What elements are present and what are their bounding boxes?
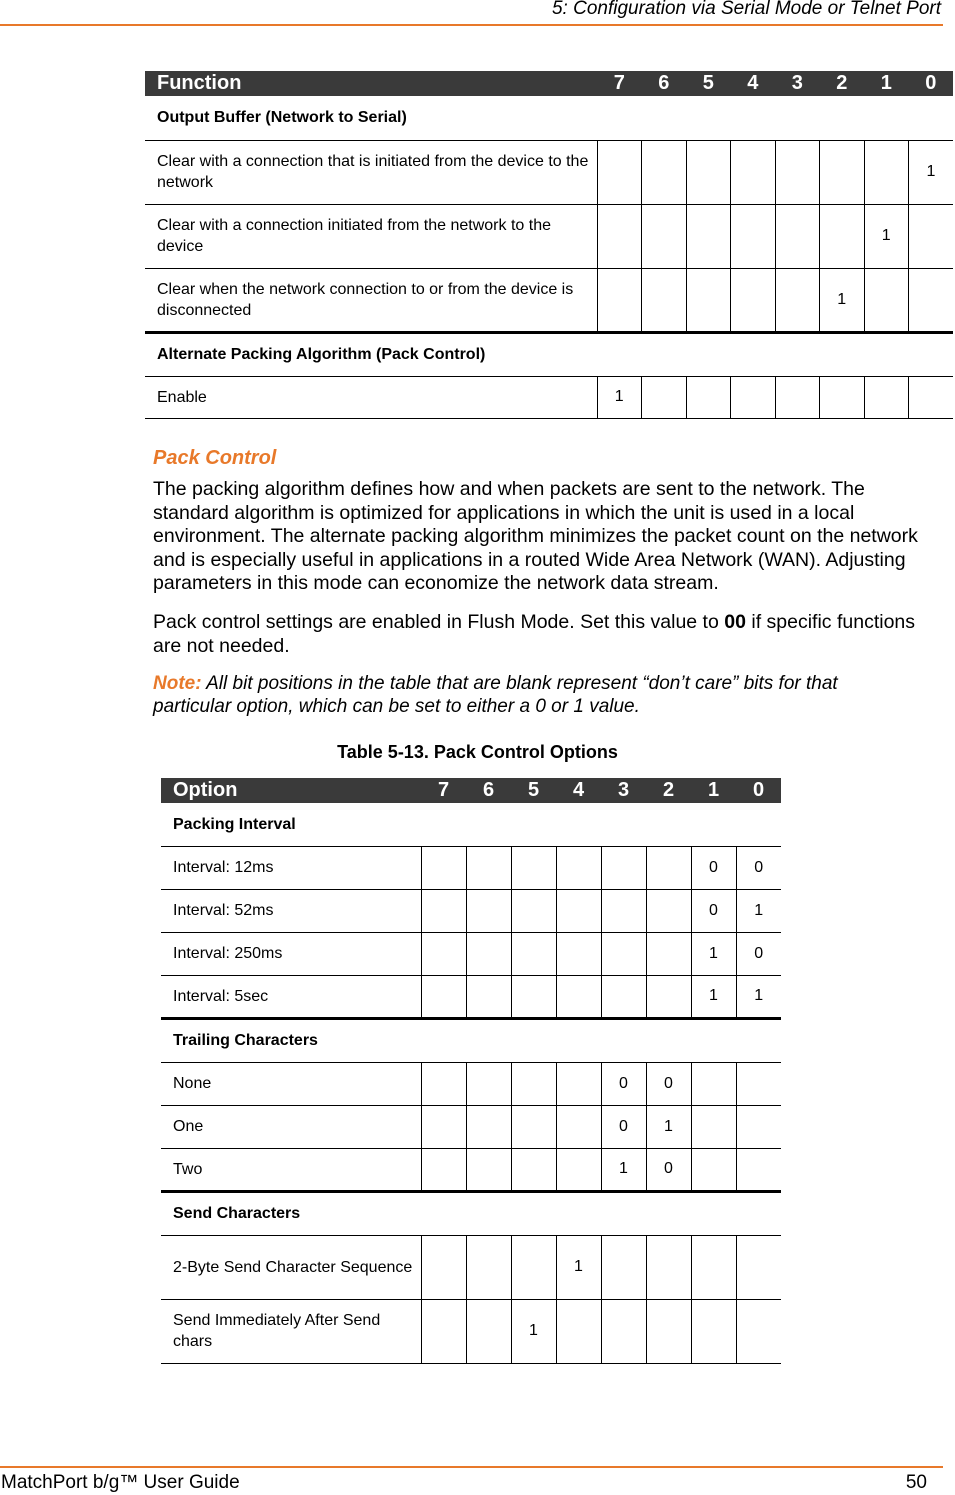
section-title: Output Buffer (Network to Serial) [145, 96, 953, 140]
bit-cell [556, 1105, 601, 1148]
table-row [161, 1148, 781, 1191]
section-header-row [161, 803, 781, 846]
table-header-row [145, 71, 953, 96]
bit-cell [731, 376, 776, 418]
bit-cell [820, 140, 865, 204]
bit-cell: 1 [597, 376, 642, 418]
bit-cell [421, 1299, 466, 1363]
bit-cell [642, 376, 687, 418]
row-label: Interval: 250ms [161, 932, 421, 975]
table-row [161, 846, 781, 889]
column-header-bit: 4 [556, 778, 601, 803]
bit-cell [421, 889, 466, 932]
section-header-row [145, 332, 953, 376]
note-text: All bit positions in the table that are blank represent “don’t care” bits for that particular option, which can be set to either a 0 or 1 value. [153, 673, 838, 717]
bit-cell [556, 975, 601, 1018]
bit-cell [466, 975, 511, 1018]
bit-cell [642, 268, 687, 332]
bit-cell: 1 [691, 932, 736, 975]
bit-cell [686, 376, 731, 418]
bit-cell [466, 1235, 511, 1299]
bit-cell [691, 1235, 736, 1299]
bit-cell [736, 1105, 781, 1148]
bit-cell: 1 [691, 975, 736, 1018]
bit-cell [601, 889, 646, 932]
paragraph-pack-control-intro: The packing algorithm defines how and when packets are sent to the network. The standard algorithm is optimized for applications in which the unit is used in a local environment. The alternate packing algorithm minimizes the packet count on the network and is especially useful in applications in a routed Wide Area Network (WAN). Adjusting parameters in this mode can economize the network data stream. [153, 478, 918, 594]
bit-cell: 1 [601, 1148, 646, 1191]
bit-cell [421, 1062, 466, 1105]
table-header-row [161, 778, 781, 803]
bit-cell [597, 204, 642, 268]
bit-cell [731, 204, 776, 268]
row-label: Clear with a connection initiated from the network to the device [145, 204, 597, 268]
section-title: Packing Interval [161, 803, 781, 846]
bit-cell [556, 932, 601, 975]
section-heading: Pack Control [153, 447, 277, 469]
bit-cell [421, 975, 466, 1018]
bit-cell [511, 932, 556, 975]
bit-cell [864, 140, 909, 204]
bit-cell [775, 268, 820, 332]
bit-cell [466, 1062, 511, 1105]
bit-cell [421, 1105, 466, 1148]
note [153, 672, 893, 718]
column-header-label: Function [145, 71, 597, 96]
table-row [161, 975, 781, 1018]
bit-cell [601, 932, 646, 975]
bit-cell [466, 1105, 511, 1148]
bit-cell [421, 932, 466, 975]
table-caption: Table 5-13. Pack Control Options [337, 742, 618, 762]
bit-cell: 1 [820, 268, 865, 332]
bit-cell [421, 1235, 466, 1299]
bit-cell [686, 268, 731, 332]
row-label: Interval: 5sec [161, 975, 421, 1018]
bit-cell [864, 268, 909, 332]
table-row [161, 932, 781, 975]
bit-cell [646, 1299, 691, 1363]
row-label: One [161, 1105, 421, 1148]
table-row [145, 204, 953, 268]
bit-cell [642, 204, 687, 268]
table-row [161, 1105, 781, 1148]
paragraph-text: Pack control settings are enabled in Flush Mode. Set this value to [153, 611, 725, 633]
column-header-bit: 3 [775, 71, 820, 96]
bit-cell [820, 204, 865, 268]
bit-cell [511, 1148, 556, 1191]
bit-cell [909, 204, 954, 268]
bit-cell [864, 376, 909, 418]
column-header-bit: 6 [642, 71, 687, 96]
bit-cell [511, 1235, 556, 1299]
bit-cell [597, 268, 642, 332]
bit-cell [686, 204, 731, 268]
note-label: Note: [153, 673, 202, 694]
bit-cell [511, 975, 556, 1018]
bit-cell [556, 846, 601, 889]
bit-cell [556, 889, 601, 932]
bit-cell [775, 140, 820, 204]
bit-cell [601, 1235, 646, 1299]
bit-cell [909, 376, 954, 418]
bit-cell [691, 1062, 736, 1105]
row-label: 2-Byte Send Character Sequence [161, 1235, 421, 1299]
column-header-bit: 3 [601, 778, 646, 803]
row-label: Clear with a connection that is initiated from the device to the network [145, 140, 597, 204]
bit-cell: 1 [736, 889, 781, 932]
column-header-bit: 1 [691, 778, 736, 803]
bit-cell: 1 [556, 1235, 601, 1299]
row-label: Two [161, 1148, 421, 1191]
section-title: Send Characters [161, 1191, 781, 1235]
row-label: Send Immediately After Send chars [161, 1299, 421, 1363]
bit-cell [597, 140, 642, 204]
bit-cell: 1 [909, 140, 954, 204]
bit-cell [421, 846, 466, 889]
bit-cell: 1 [864, 204, 909, 268]
bit-cell [646, 1235, 691, 1299]
bit-cell [642, 140, 687, 204]
section-header-row [161, 1018, 781, 1062]
page-header-title: 5: Configuration via Serial Mode or Telnet Port [551, 0, 941, 19]
footer-page-number: 50 [905, 1472, 927, 1493]
column-header-bit: 0 [909, 71, 954, 96]
table-row [161, 1062, 781, 1105]
table-row [145, 376, 953, 418]
bit-cell [691, 1148, 736, 1191]
column-header-bit: 0 [736, 778, 781, 803]
column-header-bit: 7 [421, 778, 466, 803]
bit-cell [909, 268, 954, 332]
bit-cell [646, 932, 691, 975]
bit-cell [511, 889, 556, 932]
row-label: Enable [145, 376, 597, 418]
column-header-bit: 5 [686, 71, 731, 96]
bit-cell [736, 1148, 781, 1191]
bit-cell [466, 932, 511, 975]
bit-cell [646, 975, 691, 1018]
bit-cell: 0 [736, 846, 781, 889]
table-row [161, 889, 781, 932]
column-header-bit: 5 [511, 778, 556, 803]
footer-guide-title: MatchPort b/g™ User Guide [1, 1472, 240, 1493]
bit-cell [646, 889, 691, 932]
bit-cell: 1 [736, 975, 781, 1018]
bit-cell [686, 140, 731, 204]
bit-cell [731, 268, 776, 332]
paragraph-pack-control-settings [153, 611, 943, 658]
footer-divider [0, 1466, 943, 1468]
bit-cell [466, 1299, 511, 1363]
table-row [145, 268, 953, 332]
column-header-bit: 7 [597, 71, 642, 96]
section-header-row [145, 96, 953, 140]
bit-cell: 0 [601, 1062, 646, 1105]
bit-cell: 0 [646, 1148, 691, 1191]
bit-cell [820, 376, 865, 418]
bit-cell: 0 [601, 1105, 646, 1148]
bit-cell [556, 1299, 601, 1363]
table-row [161, 1299, 781, 1363]
section-title: Alternate Packing Algorithm (Pack Control) [145, 332, 953, 376]
row-label: Interval: 12ms [161, 846, 421, 889]
row-label: Clear when the network connection to or from the device is disconnected [145, 268, 597, 332]
bit-cell [421, 1148, 466, 1191]
column-header-bit: 2 [820, 71, 865, 96]
bit-cell [736, 1235, 781, 1299]
column-header-label: Option [161, 778, 421, 803]
column-header-bit: 4 [731, 71, 776, 96]
section-header-row [161, 1191, 781, 1235]
column-header-bit: 1 [864, 71, 909, 96]
bit-cell: 0 [646, 1062, 691, 1105]
bit-cell [511, 1105, 556, 1148]
bit-cell [646, 846, 691, 889]
bit-cell [511, 846, 556, 889]
bit-cell [601, 975, 646, 1018]
bit-cell [556, 1148, 601, 1191]
section-title: Trailing Characters [161, 1018, 781, 1062]
bit-cell [601, 1299, 646, 1363]
function-bits-table [145, 71, 953, 419]
bit-cell [466, 1148, 511, 1191]
paragraph-bold-value: 00 [724, 611, 746, 633]
bit-cell [466, 889, 511, 932]
bit-cell: 1 [511, 1299, 556, 1363]
paragraph-text: if specific functions are not needed. [153, 611, 916, 657]
bit-cell [775, 204, 820, 268]
row-label: None [161, 1062, 421, 1105]
bit-cell [601, 846, 646, 889]
bit-cell [736, 1062, 781, 1105]
bit-cell [466, 846, 511, 889]
bit-cell [775, 376, 820, 418]
column-header-bit: 2 [646, 778, 691, 803]
table-row [145, 140, 953, 204]
bit-cell: 0 [736, 932, 781, 975]
bit-cell: 0 [691, 846, 736, 889]
column-header-bit: 6 [466, 778, 511, 803]
bit-cell [511, 1062, 556, 1105]
bit-cell [556, 1062, 601, 1105]
header-divider [0, 24, 943, 26]
bit-cell: 1 [646, 1105, 691, 1148]
row-label: Interval: 52ms [161, 889, 421, 932]
bit-cell: 0 [691, 889, 736, 932]
bit-cell [691, 1299, 736, 1363]
bit-cell [731, 140, 776, 204]
table-row [161, 1235, 781, 1299]
bit-cell [736, 1299, 781, 1363]
bit-cell [691, 1105, 736, 1148]
pack-control-options-table [161, 778, 781, 1364]
